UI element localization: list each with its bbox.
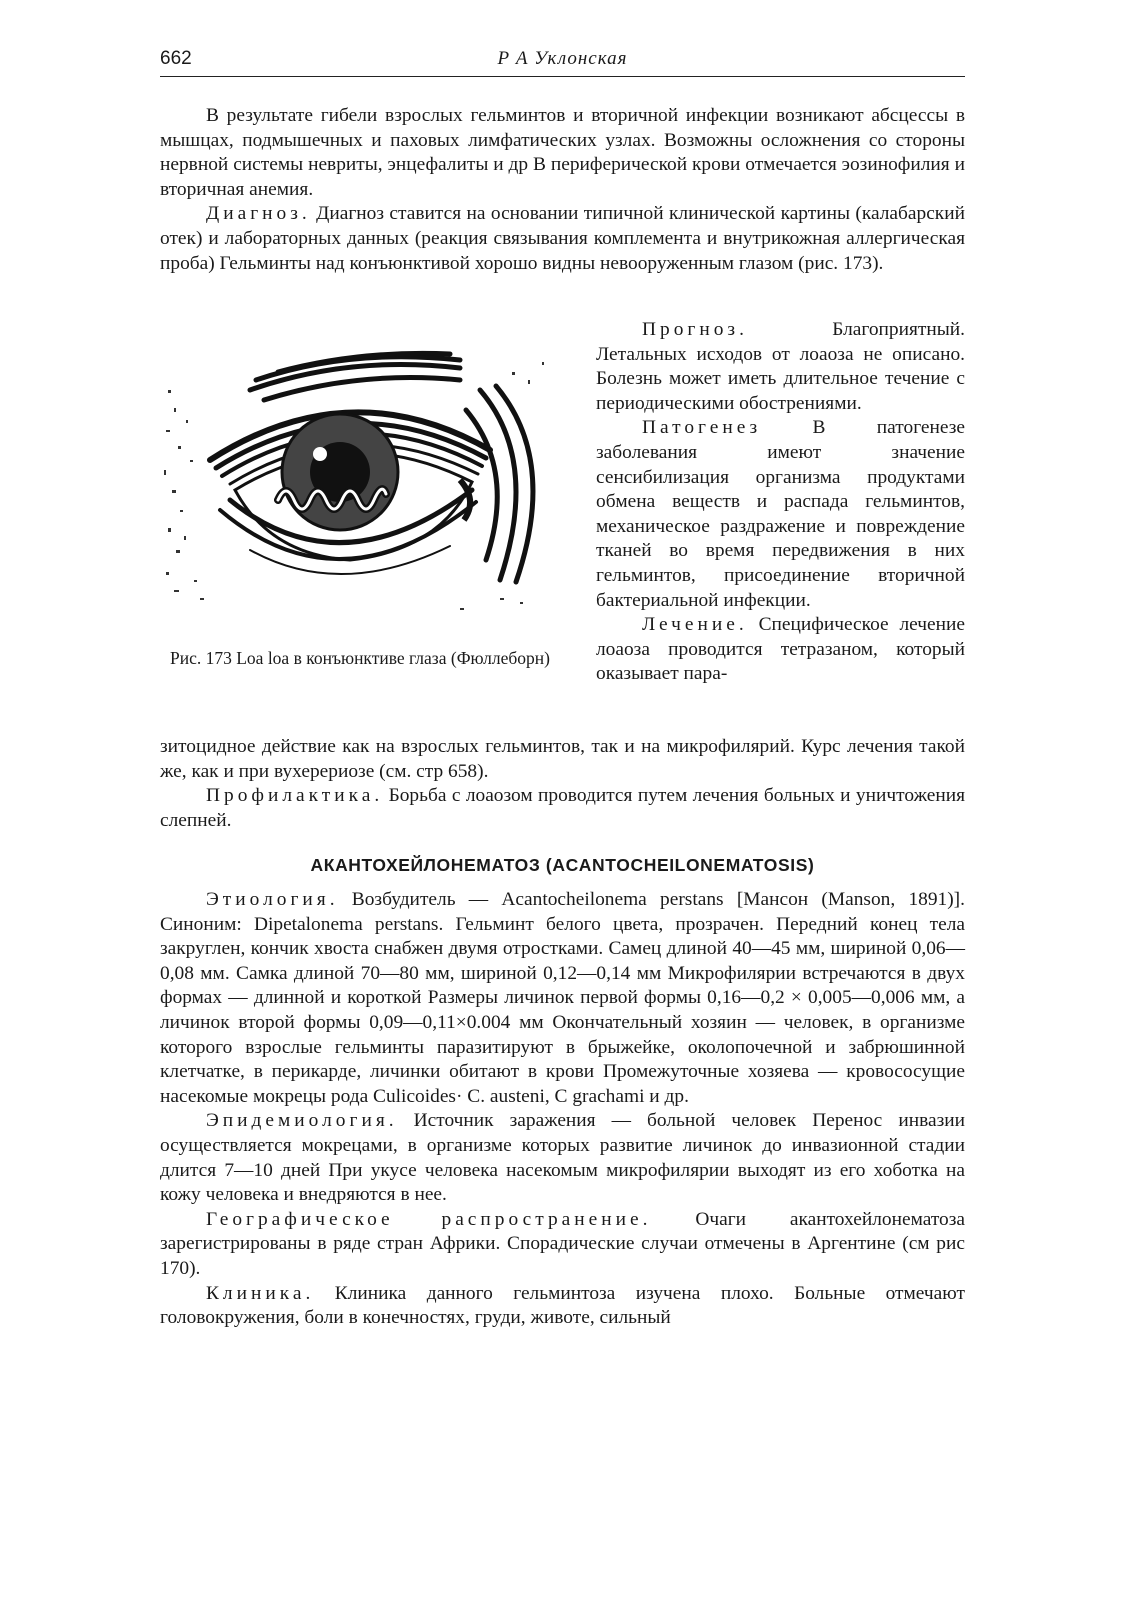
running-head: Р А Уклонская bbox=[497, 48, 628, 69]
paragraph-intro bbox=[160, 104, 965, 202]
term-epidemiology: Эпидемиология. bbox=[206, 1110, 398, 1132]
paragraph-diagnosis bbox=[160, 202, 965, 276]
eyebrow-strokes bbox=[250, 353, 460, 400]
etiology-text: Возбудитель — Acantocheilonema perstans [Мансон (Manson, 1891)]. Синоним: Dipetalonema perstans. Гельминт белого цвета, прозрачен. Передний конец тела закруглен, кончик хвоста снабжен двумя отростками. Самец длиной 40—45 мм, шириной 0,06—0,08 мм. Самка длиной 70—80 мм, шириной 0,12—0,14 мм Микрофилярии встречаются в двух формах — длинной и короткой Размеры личинок первой формы 0,16—0,2 × 0,005—0,006 мм, а личинок второй формы 0,09—0,11×0.004 мм Окончательный хозяин — человек, в организме которого взрослые гельминты паразитируют в брыжейке, околопочечной и забрюшинной клетчатке, в перикарде, личинки обитают в крови Промежуточные хозяева — кровососущие насекомые мокрецы рода Culicoides· C. austeni, C grachami и др. bbox=[160, 889, 965, 1107]
paragraph-pathogenesis bbox=[596, 416, 965, 613]
paragraph-geography bbox=[160, 1208, 965, 1282]
term-geography: Географическое распространение. bbox=[206, 1208, 652, 1230]
page-number: 662 bbox=[160, 48, 192, 69]
term-diagnosis: Диагноз. bbox=[206, 203, 311, 225]
clinic-text: Клиника данного гельминтоза изучена плохо. Больные отмечают головокружения, боли в конечностях, груди, животе, сильный bbox=[160, 1282, 965, 1329]
paragraph-treatment bbox=[596, 613, 965, 687]
term-treatment: Лечение. bbox=[642, 614, 748, 636]
prognosis-text: Благоприятный. Летальных исходов от лоаоза не описано. Болезнь может иметь длительное течение с периодическими обострениями. bbox=[596, 319, 965, 414]
geography-text: Очаги акантохейлонематоза зарегистрированы в ряде стран Африки. Спорадические случаи отмечены в Аргентине (см рис 170). bbox=[160, 1208, 965, 1279]
treatment-text-full: зитоцидное действие как на взрослых гельминтов, так и на микрофилярий. Курс лечения такой же, как и при вухерериозе (см. стр 658). bbox=[160, 736, 965, 782]
term-prophylaxis: Профилактика. bbox=[206, 785, 384, 807]
treatment-text-column: Специфическое лечение лоаоза проводится тетразаном, который оказывает пара- bbox=[596, 614, 965, 685]
right-side-curves bbox=[466, 386, 533, 582]
term-clinic: Клиника. bbox=[206, 1282, 315, 1304]
diagnosis-text: Диагноз ставится на основании типичной клинической картины (калабарский отек) и лабораторных данных (реакция связывания комплемента и внутрикожная аллергическая проба) Гельминты над конъюнктивой хорошо видны невооруженным глазом (рис. 173). bbox=[160, 203, 965, 274]
right-column bbox=[596, 318, 965, 687]
pathogenesis-text: В патогенезе заболевания имеют значение сенсибилизация организма продуктами обмена веществ и распада гельминтов, механическое раздражение и повреждение тканей во время передвижения в них гельминтов, присоединение вторичной бактериальной инфекции. bbox=[596, 417, 965, 611]
prophylaxis-text: Борьба с лоаозом проводится путем лечения больных и уничтожения слепней. bbox=[160, 785, 965, 831]
intro-text: В результате гибели взрослых гельминтов и вторичной инфекции возникают абсцессы в мышцах, подмышечных и паховых лимфатических узлах. Возможны осложнения со стороны нервной системы невриты, энцефалиты и др В периферической крови отмечается эозинофилия и вторичная анемия. bbox=[160, 105, 965, 200]
section-heading: АКАНТОХЕЙЛОНЕМАТОЗ (ACANTOCHEILONEMATOSIS) bbox=[310, 855, 815, 875]
paragraph-etiology bbox=[160, 888, 965, 1109]
eye-highlight bbox=[313, 447, 327, 461]
term-prognosis: Прогноз. bbox=[642, 319, 748, 340]
paragraph-prognosis bbox=[596, 318, 965, 416]
figure-173-eye-illustration bbox=[160, 350, 560, 620]
lower-text-continuation bbox=[160, 735, 965, 833]
eye-illustration bbox=[160, 350, 560, 620]
figure-caption: Рис. 173 Loa loa в конъюнктиве глаза (Фюллеборн) bbox=[170, 648, 550, 668]
paragraph-clinic bbox=[160, 1282, 965, 1331]
epidemiology-text: Источник заражения — больной человек Перенос инвазии осуществляется мокрецами, в организме которых развитие личинок до инвазионной стадии длится 7—10 дней При укусе человека насекомым микрофилярии выходят из его хоботка на кожу человека и внедряются в нее. bbox=[160, 1110, 965, 1206]
term-etiology: Этиология. bbox=[206, 889, 339, 910]
paragraph-prophylaxis bbox=[160, 784, 965, 833]
page-header bbox=[160, 46, 965, 77]
section-body bbox=[160, 888, 965, 1331]
term-pathogenesis: Патогенез bbox=[642, 417, 762, 439]
upper-text bbox=[160, 104, 965, 276]
paragraph-treatment-continued bbox=[160, 735, 965, 784]
paragraph-epidemiology bbox=[160, 1109, 965, 1207]
